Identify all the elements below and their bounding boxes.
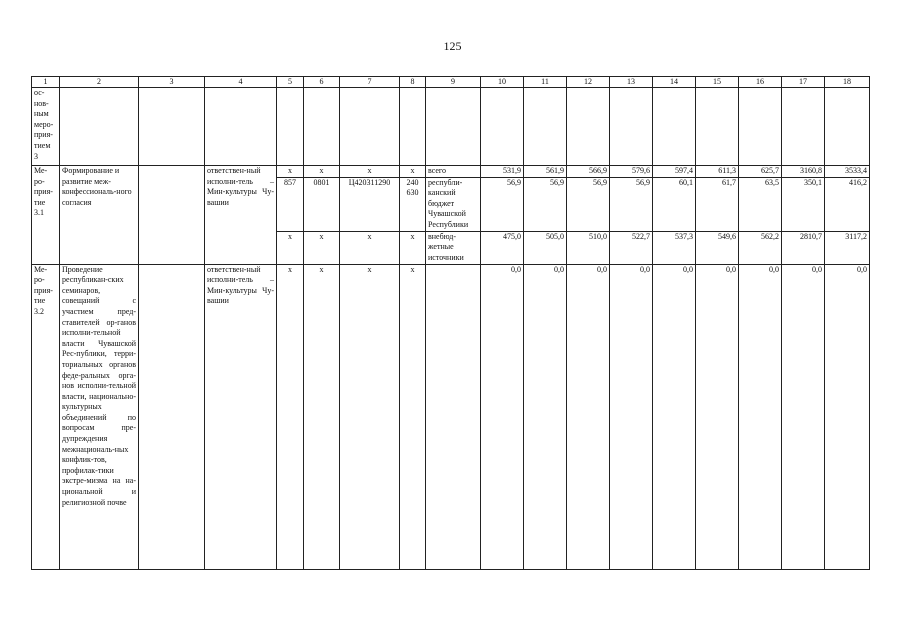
value-cell: 3117,2 — [825, 231, 870, 264]
value-cell: 611,3 — [696, 166, 739, 178]
header-cell: 13 — [610, 77, 653, 88]
header-cell: 2 — [60, 77, 139, 88]
value-cell: 0,0 — [567, 264, 610, 569]
cell: x — [340, 231, 400, 264]
value-cell: 505,0 — [524, 231, 567, 264]
value-cell: 56,9 — [567, 177, 610, 231]
header-row — [32, 77, 870, 88]
measure-executor: ответствен-ный исполни-тель – Мин-культуры Чу-вашии — [205, 166, 277, 265]
value-cell: 566,9 — [567, 166, 610, 178]
header-cell: 8 — [400, 77, 426, 88]
header-cell: 10 — [481, 77, 524, 88]
value-cell: 3533,4 — [825, 166, 870, 178]
value-cell: 350,1 — [782, 177, 825, 231]
value-cell: 60,1 — [653, 177, 696, 231]
cell: x — [340, 264, 400, 569]
header-cell: 3 — [139, 77, 205, 88]
empty-cell — [139, 264, 205, 569]
carry-over-row — [32, 88, 870, 166]
measure-title: Формирование и развитие меж-конфессиональ-ного согласия — [60, 166, 139, 265]
header-cell: 12 — [567, 77, 610, 88]
value-cell: 0,0 — [610, 264, 653, 569]
empty-cell — [139, 166, 205, 265]
header-cell: 9 — [426, 77, 481, 88]
cell: x — [304, 166, 340, 178]
header-cell: 4 — [205, 77, 277, 88]
value-cell: 3160,8 — [782, 166, 825, 178]
header-cell: 16 — [739, 77, 782, 88]
carry-over-label: ос- нов- ным меро- прия- тием 3 — [32, 88, 60, 166]
value-cell: 2810,7 — [782, 231, 825, 264]
cell: x — [277, 264, 304, 569]
value-cell: 0,0 — [739, 264, 782, 569]
header-cell: 6 — [304, 77, 340, 88]
funding-source: республи-канский бюджет Чувашской Республики — [426, 177, 481, 231]
value-cell: 522,7 — [610, 231, 653, 264]
value-cell: 625,7 — [739, 166, 782, 178]
header-cell: 1 — [32, 77, 60, 88]
value-cell: 63,5 — [739, 177, 782, 231]
program-table — [31, 76, 870, 570]
value-cell: 562,2 — [739, 231, 782, 264]
expense-code: 630 — [406, 188, 419, 198]
value-cell: 549,6 — [696, 231, 739, 264]
measure-label: Ме- ро- прия- тие 3.1 — [32, 166, 60, 265]
cell: x — [400, 264, 426, 569]
header-cell: 5 — [277, 77, 304, 88]
expense-code: 240 — [406, 177, 419, 187]
funding-source: внебюд-жетные источники — [426, 231, 481, 264]
value-cell: 597,4 — [653, 166, 696, 178]
value-cell: 0,0 — [782, 264, 825, 569]
cell: x — [400, 231, 426, 264]
funding-source: всего — [426, 166, 481, 178]
value-cell: 531,9 — [481, 166, 524, 178]
value-cell: 56,9 — [481, 177, 524, 231]
value-cell: 0,0 — [653, 264, 696, 569]
cell: 857 — [277, 177, 304, 231]
value-cell: 0,0 — [696, 264, 739, 569]
value-cell: 475,0 — [481, 231, 524, 264]
funding-source — [426, 264, 481, 569]
measure-title: Проведение республикан-ских семинаров, совещаний с участием пред-ставителей ор-ганов исполни-тельной власти Чувашской Рес-публики, терри-ториальных органов феде-ральных орга-нов исполни-тельной власти, национально-культурных объединений по вопросам пре-дупреждения межнациональ-ных конфлик-тов, профилак-тики экстре-мизма на на-циональной и религиозной почве — [60, 264, 139, 569]
cell: x — [340, 166, 400, 178]
table-row — [32, 264, 870, 569]
cell: Ц420311290 — [340, 177, 400, 231]
cell: 0801 — [304, 177, 340, 231]
cell: x — [304, 264, 340, 569]
value-cell: 56,9 — [610, 177, 653, 231]
cell: x — [277, 166, 304, 178]
header-cell: 17 — [782, 77, 825, 88]
measure-executor: ответствен-ный исполни-тель – Мин-культуры Чу-вашии — [205, 264, 277, 569]
header-cell: 14 — [653, 77, 696, 88]
cell: x — [277, 231, 304, 264]
value-cell: 416,2 — [825, 177, 870, 231]
value-cell: 61,7 — [696, 177, 739, 231]
value-cell: 579,6 — [610, 166, 653, 178]
value-cell: 561,9 — [524, 166, 567, 178]
value-cell: 0,0 — [481, 264, 524, 569]
expense-code-cell — [400, 177, 426, 231]
value-cell: 0,0 — [524, 264, 567, 569]
header-cell: 15 — [696, 77, 739, 88]
measure-label: Ме- ро- прия- тие 3.2 — [32, 264, 60, 569]
value-cell: 56,9 — [524, 177, 567, 231]
header-cell: 18 — [825, 77, 870, 88]
value-cell: 0,0 — [825, 264, 870, 569]
cell: x — [304, 231, 340, 264]
value-cell: 537,3 — [653, 231, 696, 264]
cell: x — [400, 166, 426, 178]
value-cell: 510,0 — [567, 231, 610, 264]
header-cell: 7 — [340, 77, 400, 88]
header-cell: 11 — [524, 77, 567, 88]
page-number: 125 — [443, 39, 462, 53]
table-row — [32, 166, 870, 178]
